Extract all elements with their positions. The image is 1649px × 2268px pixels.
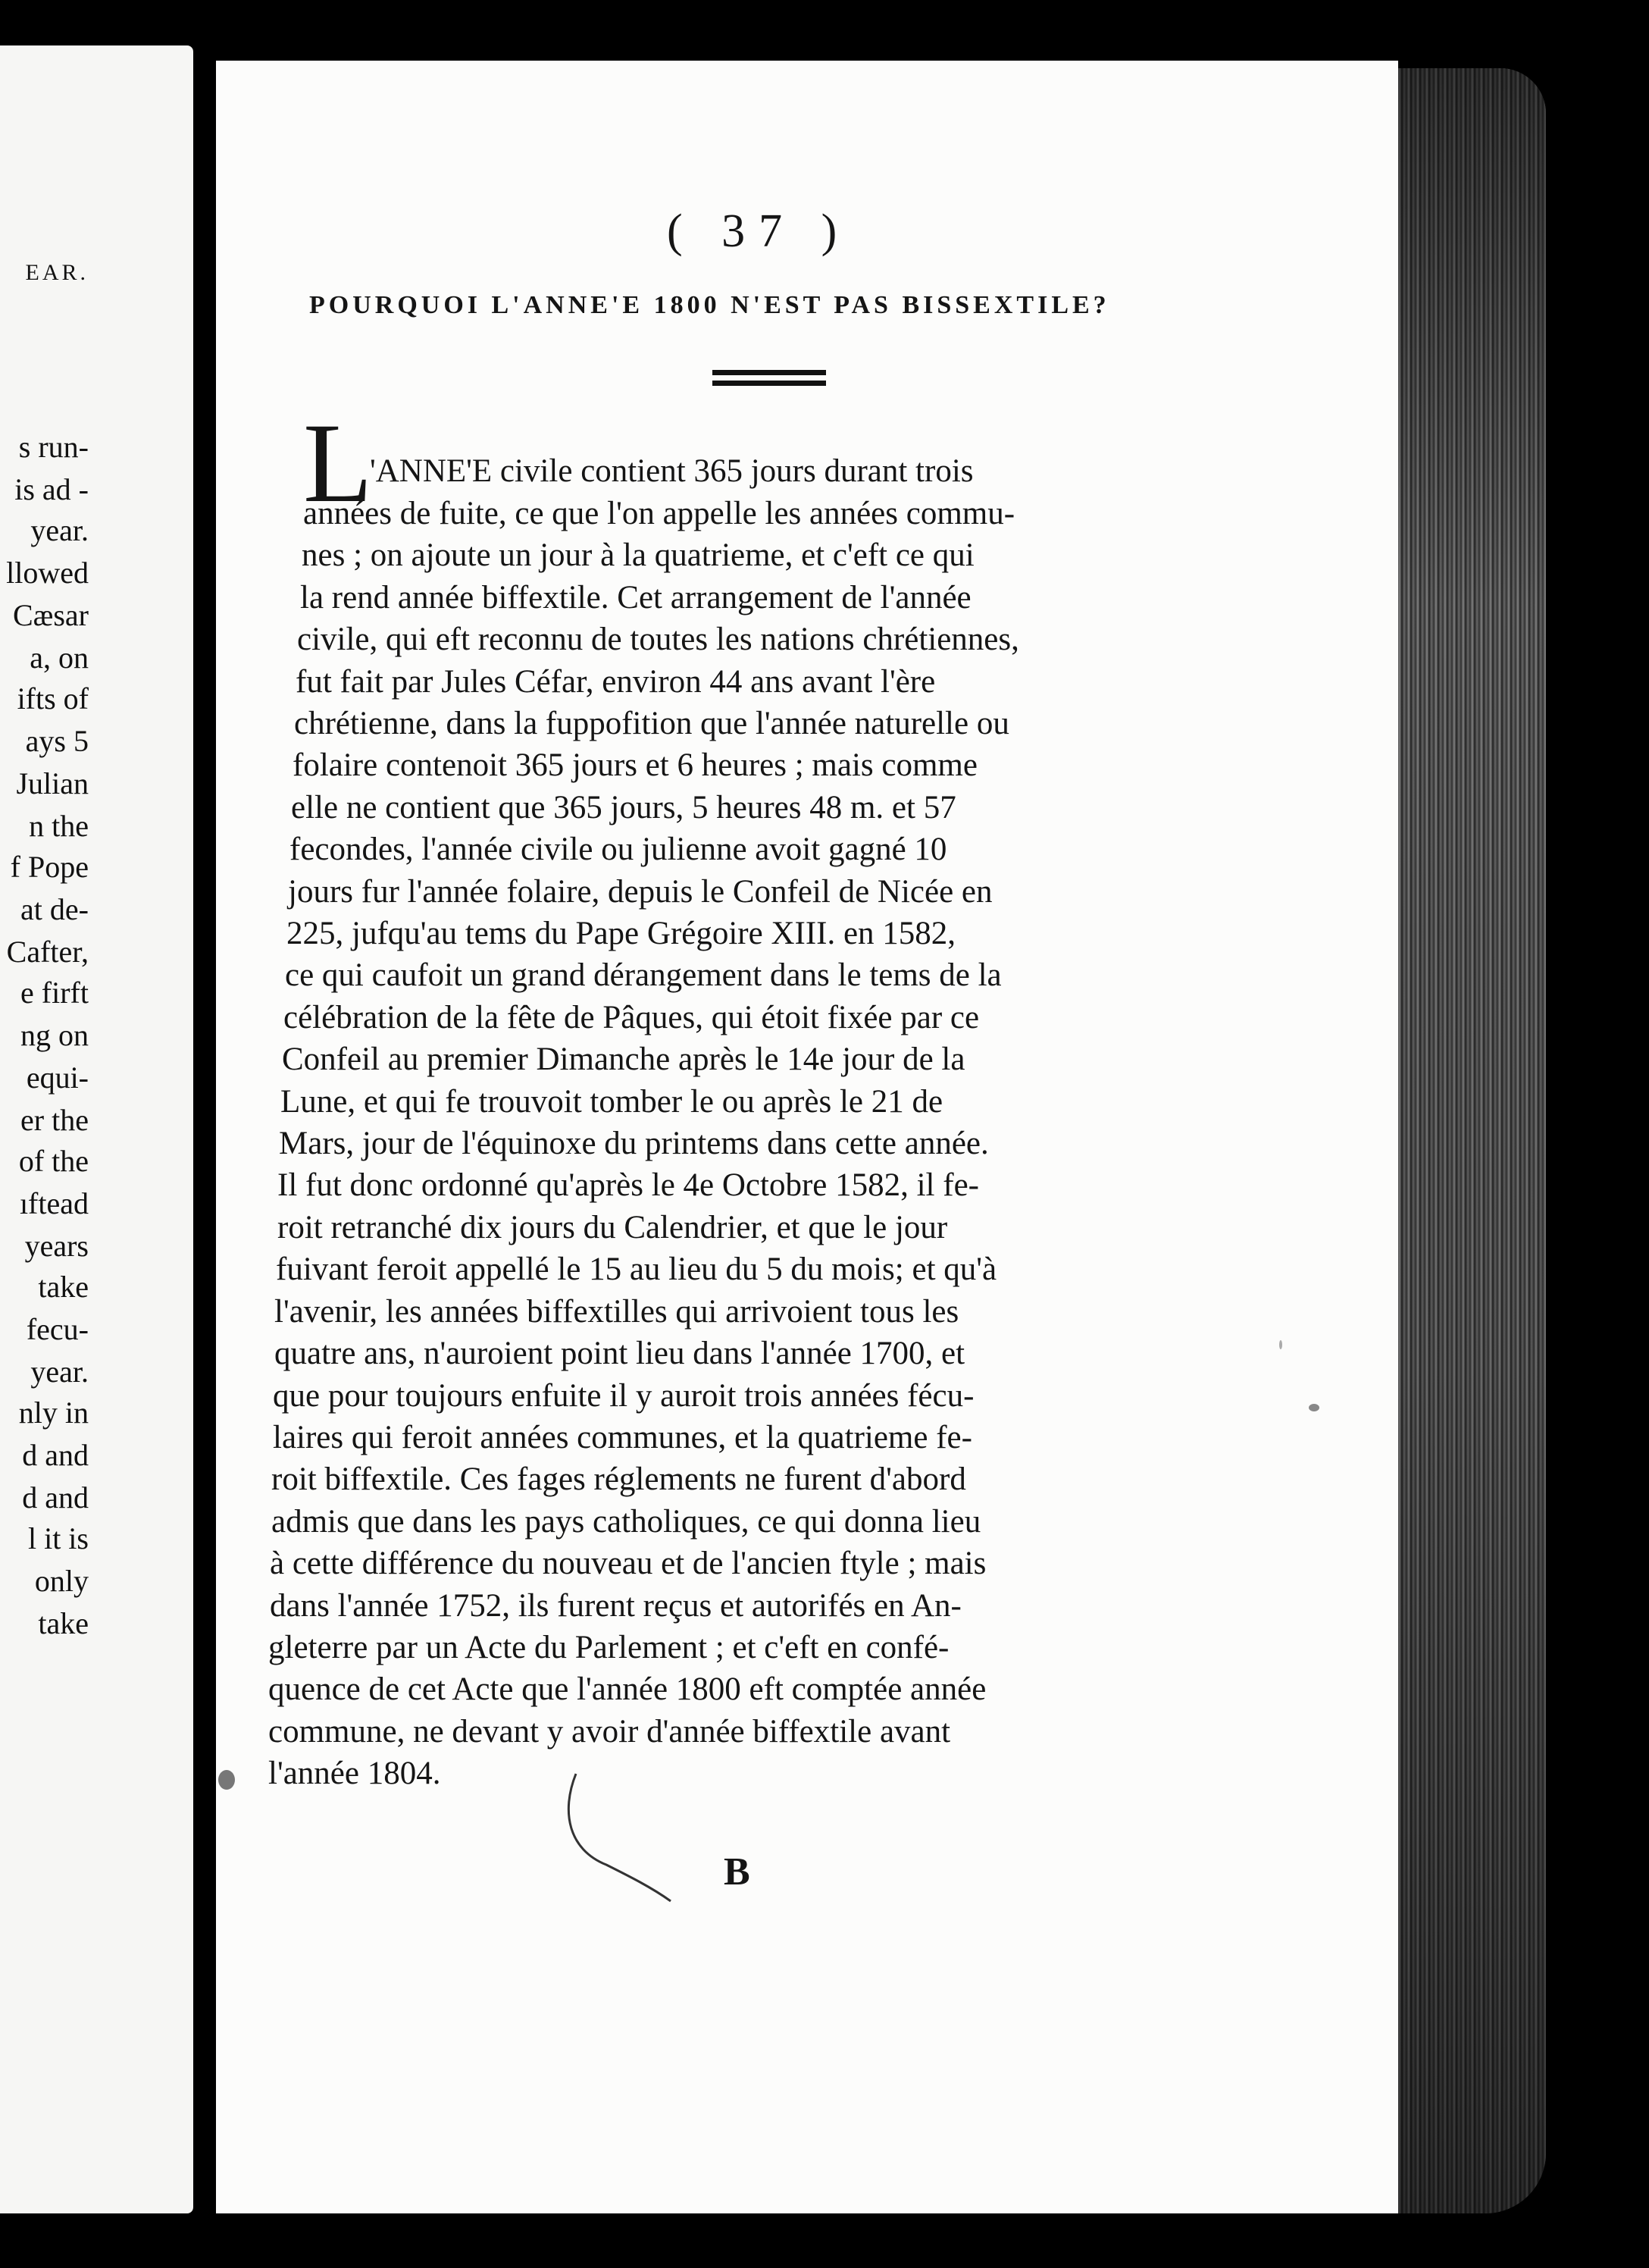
left-line: fecu- (26, 1312, 89, 1346)
body-line: à cette différence du nouveau et de l'ancien ftyle ; mais (270, 1546, 987, 1581)
body-line: commune, ne devant y avoir d'année biffextile avant (268, 1714, 951, 1750)
left-line: ifts of (17, 681, 89, 716)
left-line: ays 5 (25, 724, 89, 758)
body-line: quatre ans, n'auroient point lieu dans l'année 1700, et (274, 1336, 965, 1371)
body-line: fut fait par Jules Céfar, environ 44 ans avant l'ère (296, 664, 936, 700)
body-line: fuivant feroit appellé le 15 au lieu du 5 du mois; et qu'à (276, 1251, 997, 1287)
body-line: ce qui caufoit un grand dérangement dans le tems de la (285, 957, 1002, 993)
left-line: at de- (20, 892, 89, 926)
body-line: célébration de la fête de Pâques, qui étoit fixée par ce (283, 1000, 980, 1035)
body-line: roit biffextile. Ces fages réglements ne furent d'abord (271, 1461, 966, 1497)
body-line: l'année 1804. (268, 1756, 441, 1791)
body-line: fecondes, l'année civile ou julienne avoit gagné 10 (289, 832, 947, 867)
body-line: 225, jufqu'au tems du Pape Grégoire XIII. en 1582, (286, 916, 956, 951)
pencil-mark (546, 1766, 682, 1903)
left-line: d and (22, 1438, 89, 1472)
left-line: only (34, 1564, 89, 1598)
drop-cap: L (303, 400, 373, 526)
body-line: folaire contenoit 365 jours et 6 heures ; mais comme (293, 747, 978, 783)
left-line: l it is (27, 1521, 89, 1555)
left-line: Julian (16, 766, 89, 800)
left-line: year. (30, 513, 89, 547)
body-line: années de fuite, ce que l'on appelle les années commu- (303, 496, 1015, 531)
page-number: ( 37 ) (667, 205, 851, 257)
page-title: POURQUOI L'ANNE'E 1800 N'EST PAS BISSEXTILE? (309, 291, 1110, 319)
left-line: llowed (6, 556, 89, 590)
body-line: nes ; on ajoute un jour à la quatrieme, et c'eft ce qui (302, 537, 975, 573)
body-line: chrétienne, dans la fuppofition que l'année naturelle ou (294, 706, 1009, 741)
body-line: roit retranché dix jours du Calendrier, et que le jour (277, 1210, 948, 1245)
left-line: d and (22, 1480, 89, 1515)
page-speck (1309, 1404, 1319, 1411)
left-line: nly in (18, 1396, 89, 1430)
body-line: dans l'année 1752, ils furent reçus et autorifés en An- (270, 1588, 962, 1624)
left-line: ng on (20, 1018, 89, 1052)
body-line: l'avenir, les années biffextilles qui arrivoient tous les (274, 1294, 959, 1330)
left-line: EAR. (25, 260, 89, 285)
left-line: Cafter, (6, 935, 89, 969)
left-line: ıftead (19, 1186, 89, 1220)
left-line: n the (29, 809, 89, 843)
left-line: take (38, 1606, 89, 1640)
body-line: laires qui feroit années communes, et la quatrieme fe- (273, 1420, 972, 1455)
left-line: year. (30, 1355, 89, 1389)
body-line: Confeil au premier Dimanche après le 14e jour de la (282, 1042, 965, 1077)
body-line: quence de cet Acte que l'année 1800 eft comptée année (268, 1671, 987, 1707)
body-line: elle ne contient que 365 jours, 5 heures 48 m. et 57 (291, 790, 956, 825)
left-line: Cæsar (13, 598, 89, 632)
left-page (0, 45, 193, 2213)
body-line: 'ANNE'E civile contient 365 jours durant trois (370, 453, 974, 489)
left-line: equi- (26, 1060, 89, 1095)
left-line: f Pope (10, 850, 89, 884)
left-line: er the (20, 1103, 89, 1137)
left-line: years (24, 1229, 89, 1263)
body-line: gleterre par un Acte du Parlement ; et c'eft en confé- (268, 1630, 950, 1665)
left-line: is ad - (14, 472, 89, 506)
body-line: Il fut donc ordonné qu'après le 4e Octobre 1582, il fe- (277, 1167, 979, 1203)
page-speck (1279, 1340, 1282, 1349)
left-line: a, on (30, 641, 89, 675)
page-speck (218, 1770, 235, 1790)
left-line: s run- (18, 430, 89, 464)
title-rule (712, 370, 826, 391)
body-line: Mars, jour de l'équinoxe du printems dans cette année. (279, 1126, 989, 1161)
body-line: admis que dans les pays catholiques, ce qui donna lieu (271, 1504, 981, 1540)
body-line: Lune, et qui fe trouvoit tomber le ou après le 21 de (280, 1084, 943, 1120)
body-line: jours fur l'année folaire, depuis le Confeil de Nicée en (288, 874, 993, 910)
left-line: take (38, 1270, 89, 1304)
body-line: civile, qui eft reconnu de toutes les nations chrétiennes, (297, 622, 1019, 657)
left-line: of the (18, 1144, 89, 1178)
book-gutter (193, 45, 216, 2213)
signature-mark: B (724, 1850, 750, 1894)
body-line: la rend année biffextile. Cet arrangement de l'année (300, 580, 972, 616)
body-line: que pour toujours enfuite il y auroit trois années fécu- (273, 1378, 975, 1414)
left-line: e firft (20, 976, 89, 1010)
